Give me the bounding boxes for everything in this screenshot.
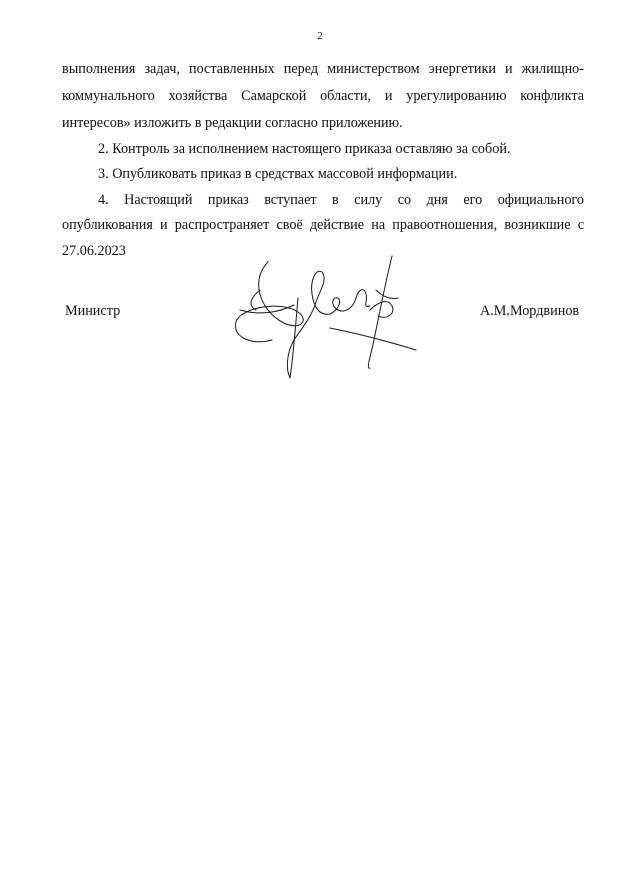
paragraph-2: 2. Контроль за исполнением настоящего приказа оставляю за собой. (98, 141, 511, 157)
signatory-name: А.М.Мордвинов (480, 303, 580, 319)
signatory-title: Министр (65, 303, 121, 319)
paragraph-4-line-1: 4. Настоящий приказ вступает в силу со дня его официального (98, 192, 584, 208)
paragraph-1-line-2: коммунального хозяйства Самарской области, и урегулированию конфликта (62, 88, 584, 104)
handwritten-signature (220, 250, 420, 390)
paragraph-4-line-3: 27.06.2023 (62, 243, 126, 259)
paragraph-3: 3. Опубликовать приказ в средствах массовой информации. (98, 166, 458, 182)
paragraph-1-line-1: выполнения задач, поставленных перед министерством энергетики и жилищно- (62, 61, 584, 77)
page-number: 2 (317, 30, 323, 42)
paragraph-4-line-2: опубликования и распространяет своё действие на правоотношения, возникшие с (62, 217, 584, 233)
paragraph-1-line-3: интересов» изложить в редакции согласно приложению. (62, 115, 403, 131)
